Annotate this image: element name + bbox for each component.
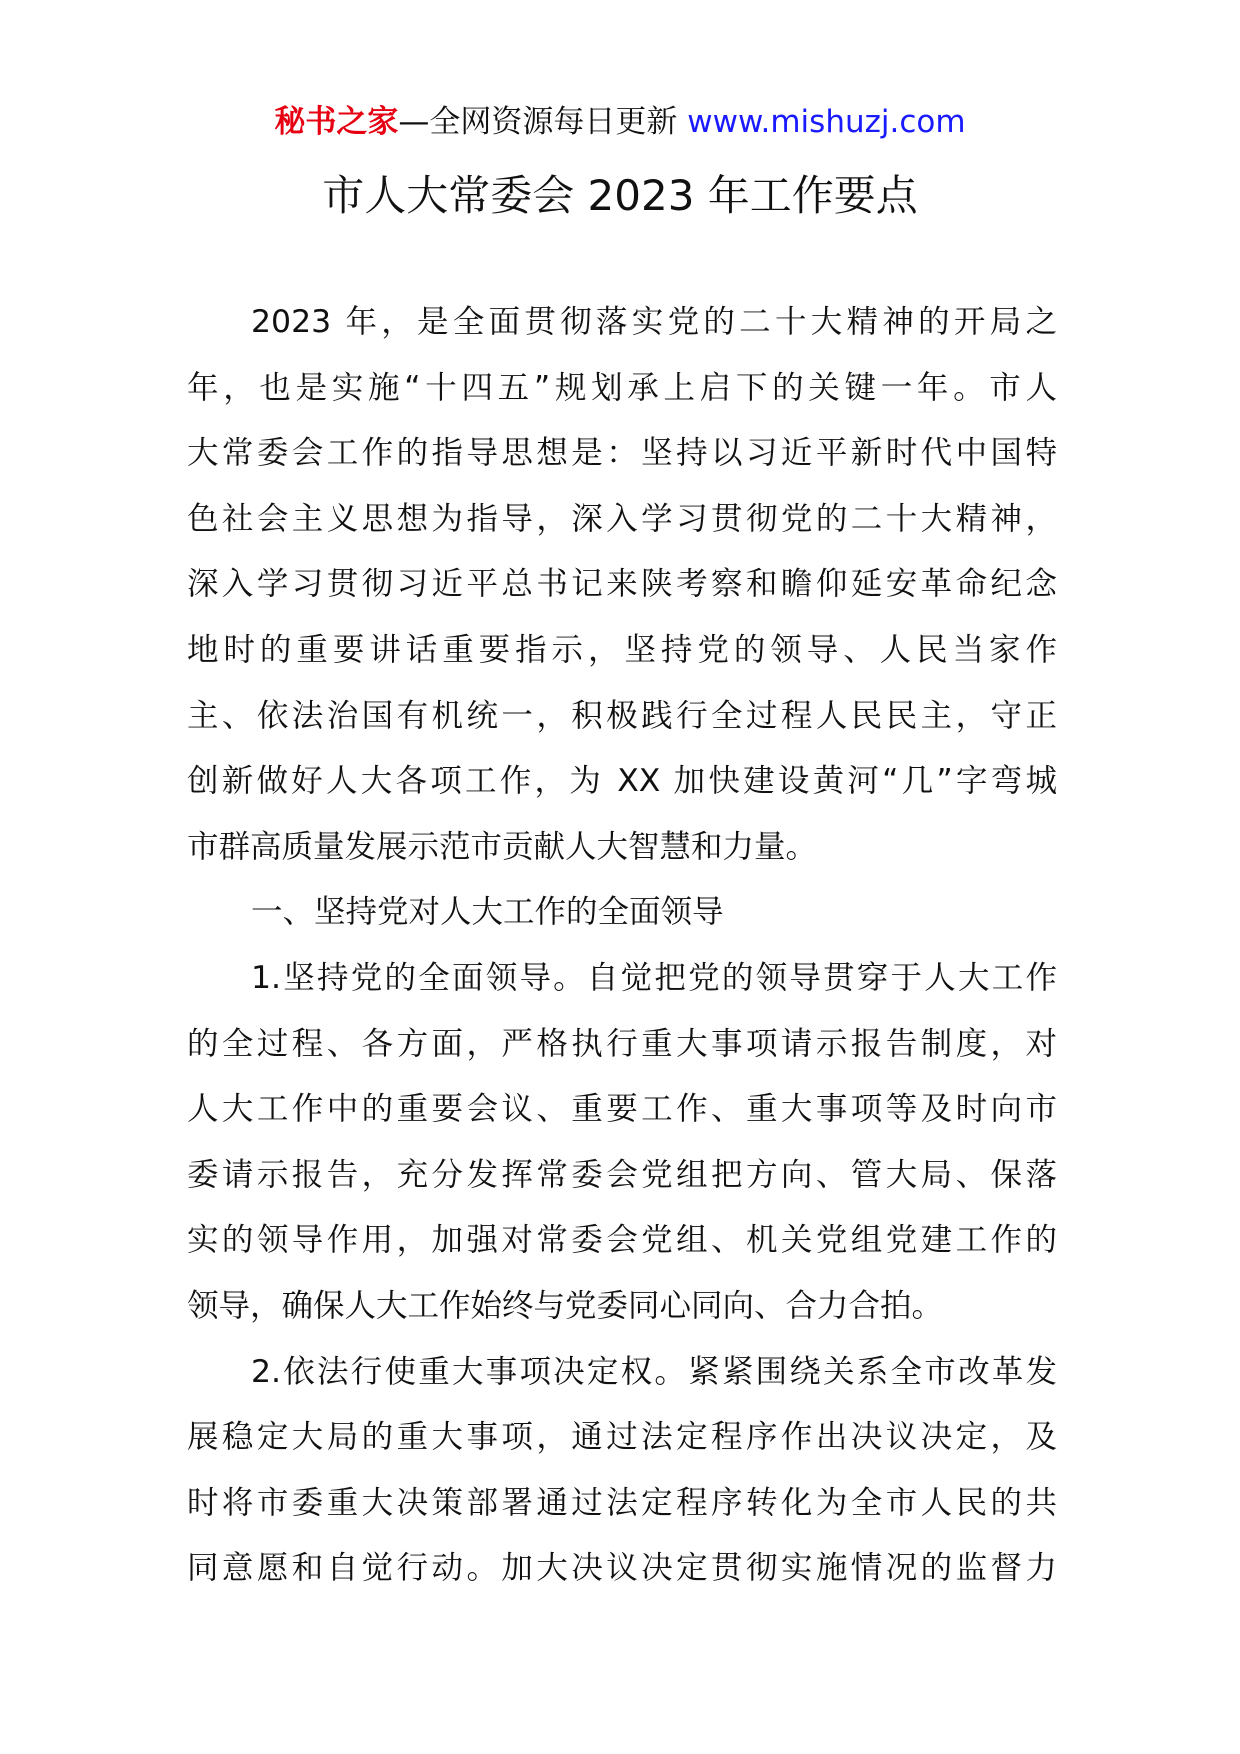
site-url-link[interactable]: www.mishuzj.com [687,104,966,140]
paragraph-line: 同意愿和自觉行动。加大决议决定贯彻实施情况的监督力 [187,1550,1057,1587]
brand-name: 秘书之家 [274,104,399,140]
document-title: 市人大常委会 2023 年工作要点 [322,171,918,220]
paragraph-line: 时将市委重大决策部署通过法定程序转化为全市人民的共 [187,1484,1057,1521]
paragraph-line: 2.依法行使重大事项决定权。紧紧围绕关系全市改革发 [251,1353,1057,1390]
header-tagline: —全网资源每日更新 [398,104,688,140]
paragraph-line: 主、依法治国有机统一，积极践行全过程人民民主，守正 [187,697,1057,734]
paragraph-line: 1.坚持党的全面领导。自觉把党的领导贯穿于人大工作 [251,959,1057,996]
section-heading: 一、坚持党对人大工作的全面领导 [251,894,724,931]
paragraph-line: 年，也是实施“十四五”规划承上启下的关键一年。市人 [187,369,1057,406]
paragraph-line: 2023 年，是全面贯彻落实党的二十大精神的开局之 [251,304,1057,340]
paragraph-line: 实的领导作用，加强对常委会党组、机关党组党建工作的 [187,1222,1057,1259]
document-body [187,290,1057,1602]
paragraph-line: 深入学习贯彻习近平总书记来陕考察和瞻仰延安革命纪念 [187,566,1057,603]
paragraph-line: 展稳定大局的重大事项，通过法定程序作出决议决定，及 [187,1419,1057,1456]
paragraph-line: 创新做好人大各项工作，为 XX 加快建设黄河“几”字弯城 [187,763,1057,800]
paragraph-line: 领导，确保人大工作始终与党委同心同向、合力合拍。 [187,1287,944,1324]
paragraph-line: 的全过程、各方面，严格执行重大事项请示报告制度，对 [187,1025,1057,1062]
paragraph-line: 地时的重要讲话重要指示，坚持党的领导、人民当家作 [187,631,1057,668]
paragraph-line: 人大工作中的重要会议、重要工作、重大事项等及时向市 [187,1091,1057,1128]
paragraph-line: 色社会主义思想为指导，深入学习贯彻党的二十大精神， [187,500,1057,537]
paragraph-line: 委请示报告，充分发挥常委会党组把方向、管大局、保落 [187,1156,1057,1193]
paragraph-line: 大常委会工作的指导思想是：坚持以习近平新时代中国特 [187,435,1057,472]
site-header [0,100,1240,144]
paragraph-line: 市群高质量发展示范市贡献人大智慧和力量。 [187,828,818,865]
